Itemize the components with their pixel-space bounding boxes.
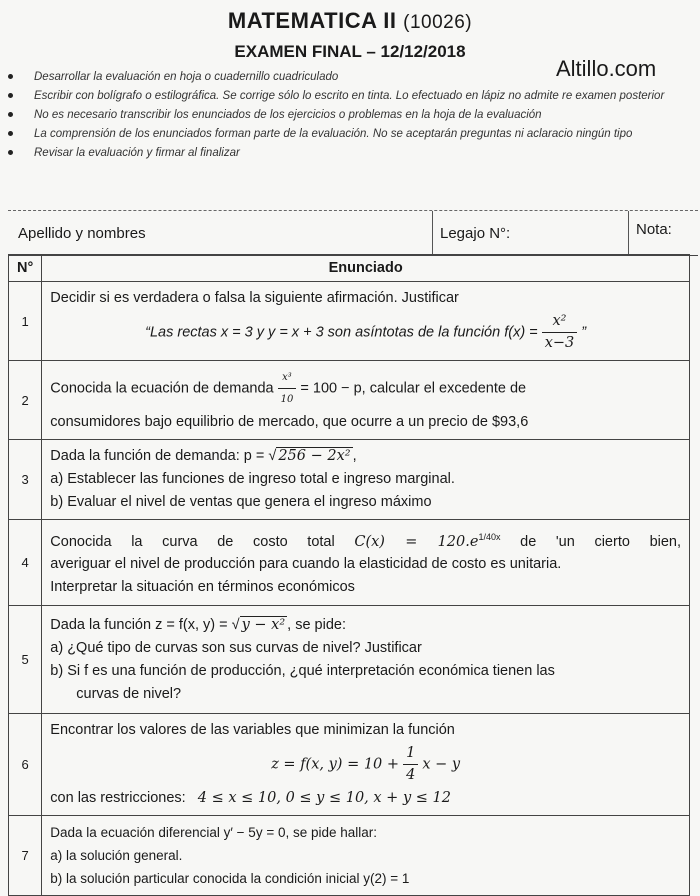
student-info-row xyxy=(8,210,698,256)
question-line xyxy=(50,367,681,410)
exponent-numerator: 1 xyxy=(478,531,484,542)
divider xyxy=(628,211,629,255)
exponent-denominator: 40 xyxy=(485,531,496,542)
question-text xyxy=(42,440,690,520)
question-text xyxy=(42,361,690,440)
fraction-numerator: 1 xyxy=(403,743,418,765)
sub-question-b: b) la solución particular conocida la condición inicial y(2) = 1 xyxy=(50,871,410,886)
question-row-7 xyxy=(9,816,690,896)
sub-question-b-cont: curvas de nivel? xyxy=(76,685,182,702)
questions-table xyxy=(8,254,690,896)
exam-subtitle: EXAMEN FINAL – 12/12/2018 xyxy=(234,42,466,61)
question-row-3 xyxy=(9,440,690,520)
fraction xyxy=(278,367,297,410)
question-line xyxy=(50,788,681,809)
text-segment: = 100 − p, calcular el excedente de xyxy=(300,380,527,397)
question-statement xyxy=(50,311,681,354)
fraction-numerator: x² xyxy=(542,311,578,333)
question-number: 1 xyxy=(9,282,42,361)
question-row-5 xyxy=(9,606,690,714)
fraction-denominator: 10 xyxy=(280,394,294,405)
divider xyxy=(432,211,433,255)
question-row-1 xyxy=(9,282,690,361)
quote-text: “Las rectas x = 3 y y = x + 3 son asíntotas de la función f(x) = xyxy=(145,324,538,341)
question-number: 5 xyxy=(9,606,42,714)
question-text xyxy=(42,816,690,896)
instruction-item: La comprensión de los enunciados forman parte de la evaluación. No se aceptarán preguntas ni aclaracio ningún tipo xyxy=(8,127,698,141)
question-row-2 xyxy=(9,361,690,440)
table-header-row xyxy=(9,255,690,282)
question-number: 2 xyxy=(9,361,42,440)
nota-field-label[interactable]: Nota: xyxy=(636,221,672,238)
legajo-field-label[interactable]: Legajo N°: xyxy=(440,225,511,242)
question-number: 6 xyxy=(9,714,42,816)
instruction-item: Escribir con bolígrafo o estilográfica. Se corrige sólo lo escrito en tinta. Lo efectuado en lápiz no admite re examen posterior xyxy=(8,89,698,103)
exam-title xyxy=(0,8,700,34)
sub-question-b: b) Evaluar el nivel de ventas que genera el ingreso máximo xyxy=(50,494,432,510)
text-segment: Conocida la curva de costo total xyxy=(50,533,335,550)
instruction-item: Desarrollar la evaluación en hoja o cuadernillo cuadriculado xyxy=(8,70,698,84)
question-line: consumidores bajo equilibrio de mercado, que ocurre a un precio de $93,6 xyxy=(50,414,529,430)
question-intro: Dada la ecuación diferencial y′ − 5y = 0, se pide hallar: xyxy=(50,825,378,840)
sub-question-a: a) ¿Qué tipo de curvas son sus curvas de nivel? Justificar xyxy=(50,639,422,656)
text-segment: Dada la función z = f(x, y) = xyxy=(50,616,228,633)
text-segment: Dada la función de demanda: p = xyxy=(50,448,265,464)
instruction-item: Revisar la evaluación y firmar al finalizar xyxy=(8,146,698,160)
sub-question-b: b) Si f es una función de producción, ¿qué interpretación económica tienen las xyxy=(50,662,555,679)
exponent-variable: x xyxy=(495,531,501,542)
question-text xyxy=(42,520,690,606)
fraction-denominator: x−3 xyxy=(544,335,575,351)
question-text xyxy=(42,714,690,816)
question-formula xyxy=(50,743,681,786)
question-text xyxy=(42,606,690,714)
sqrt-expression: y − x² xyxy=(241,616,286,633)
text-segment: Conocida la ecuación de demanda xyxy=(50,380,274,397)
quote-close: ” xyxy=(581,324,587,341)
restrictions: 4 ≤ x ≤ 10, 0 ≤ y ≤ 10, x + y ≤ 12 xyxy=(197,790,451,806)
course-code: (10026) xyxy=(403,12,473,33)
instructions-list xyxy=(8,70,698,165)
question-row-6 xyxy=(9,714,690,816)
question-line: averiguar el nivel de producción para cuando la elasticidad de costo es unitaria. xyxy=(50,556,562,573)
fraction xyxy=(542,311,578,354)
column-header-num: N° xyxy=(9,255,42,282)
text-segment: , xyxy=(352,448,357,464)
text-segment: de 'un cierto bien, xyxy=(520,533,682,550)
watermark: Altillo.com xyxy=(556,56,657,81)
formula-segment: x − y xyxy=(422,756,461,773)
fraction-denominator: 4 xyxy=(406,767,416,783)
fraction xyxy=(403,743,418,786)
question-number: 7 xyxy=(9,816,42,896)
question-line: Dada la función z = f(x, y) = √ y − x² , se pide: xyxy=(50,616,346,633)
question-number: 4 xyxy=(9,520,42,606)
question-row-4 xyxy=(9,520,690,606)
question-line: Interpretar la situación en términos económicos xyxy=(50,579,355,596)
sqrt-expression: 256 − 2x² xyxy=(278,448,351,464)
question-number: 3 xyxy=(9,440,42,520)
question-intro: Encontrar los valores de las variables que minimizan la función xyxy=(50,722,455,738)
text-segment: , se pide: xyxy=(287,616,346,633)
question-line xyxy=(50,527,681,553)
exponent: 1/40x xyxy=(478,531,501,542)
column-header-enunciado: Enunciado xyxy=(42,255,690,282)
sub-question-a: a) Establecer las funciones de ingreso total e ingreso marginal. xyxy=(50,471,455,487)
question-line: Dada la función de demanda: p = √ 256 − 2x² , xyxy=(50,448,357,464)
question-intro: Decidir si es verdadera o falsa la siguiente afirmación. Justificar xyxy=(50,290,459,306)
text-segment: con las restricciones: xyxy=(50,790,186,806)
instruction-item: No es necesario transcribir los enunciados de los ejercicios o problemas en la hoja de la evaluación xyxy=(8,108,698,122)
formula: C(x) = 120.e xyxy=(354,533,479,550)
fraction-numerator: x³ xyxy=(278,367,297,389)
formula-segment: z = f(x, y) = 10 + xyxy=(271,756,400,773)
sub-question-a: a) la solución general. xyxy=(50,848,183,863)
name-field-label[interactable]: Apellido y nombres xyxy=(18,225,146,242)
question-text xyxy=(42,282,690,361)
course-title: MATEMATICA II xyxy=(227,8,397,33)
